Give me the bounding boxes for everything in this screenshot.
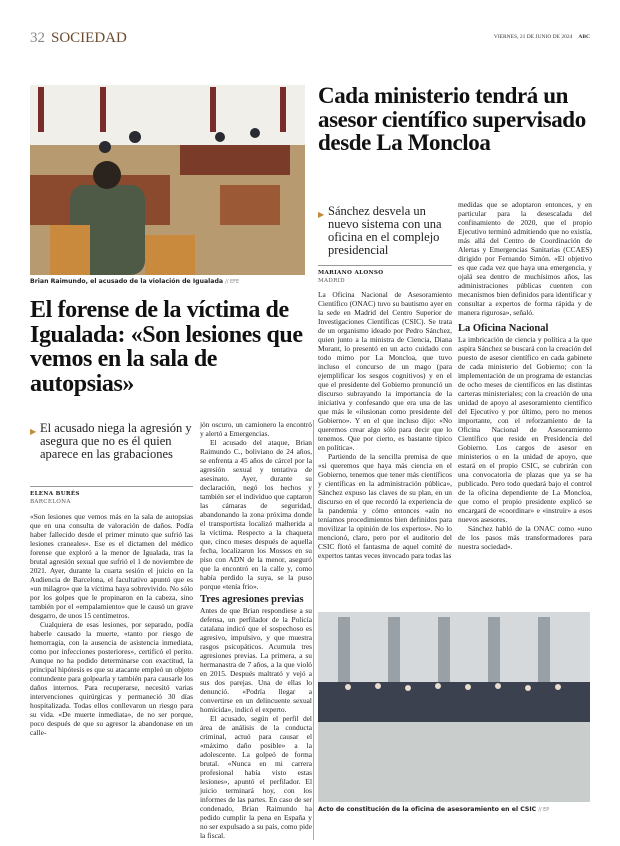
triangle-bullet-icon: ▶ bbox=[30, 427, 37, 436]
brand: ABC bbox=[578, 34, 590, 40]
paragraph: Sánchez habló de la ONAC como «uno de los pasos más transformadores para nuestra sociedad». bbox=[458, 524, 592, 551]
csic-building-illustration bbox=[318, 612, 590, 802]
courtroom-photo bbox=[30, 85, 305, 275]
issue-date bbox=[494, 34, 590, 40]
paragraph: La imbricación de ciencia y política a la que aspira Sánchez se buscará con la creación del puesto de asesor científico en cada gabinete de cada ministerio del Gobierno; con la implementación de un programa de estancias de ocho meses de científicos en las distintas carteras ministeriales; con la creación de una unidad de apoyo al asesoramiento científico del Ejecutivo y por último, pero no menos importante, con el reforzamiento de la Oficina Nacional de Asesoramiento Científico que reside en Presidencia del Gobierno. Los cargos de asesor en ministerios o en la unidad de apoyo, que estará en el propio CSIC, se cubrirán con una convocatoria de plazas que ya se ha publicado. Pero todo quedará bajo el control de la oficina dependiente de La Moncloa, que como el propio presidente explicó se encargará de «coordinar» e «instruir» a esos nuevos asesores. bbox=[458, 335, 592, 524]
subheading: Tres agresiones previas bbox=[200, 594, 304, 605]
byline bbox=[30, 490, 80, 506]
paragraph: Cualquiera de esas lesiones, por separado, podía haberle causado la muerte, «tanto por riesgo de hemorragia, con la ausencia de asistencia inmediata, como por infecciones posteriores», certificó el perito. Aunque no ha podido determinarse con exactitud, la principal hipótesis es que su atacante empleó un objeto contundente para golpearla y también para causarle los daños internos. Para recuperarse, necesitó varias intervenciones quirúrgicas y permaneció 30 días hospitalizada. Todas ellos conllevaron un riesgo para su vida. «De muerte inmediata», de no ser porque, poco después de que su agresor la abandonase en un calle- bbox=[30, 620, 193, 737]
column-divider bbox=[313, 420, 314, 840]
courtroom-illustration bbox=[30, 85, 305, 275]
paragraph: La Oficina Nacional de Asesoramiento Científico (ONAC) tuvo su bautismo ayer en la sede en Madrid del Centro Superior de Investigaciones Científicas (CSIC). Se trata de un organismo ideado por Pedro Sánchez, quien junto a la ministra de Ciencia, Diana Morant, lo presentó en un acto cuidado con todo mimo por La Moncloa, que tuvo incluso el concurso de un mago (para ejemplificar los sesgos cognitivos) y en el que el presidente del Gobierno pronunció un discurso subrayando la importancia de la iniciativa y confesando que era una de las que más le «ilusionan como presidente del Gobierno». Y en el que incluso dijo: «No queremos crear algo sólo para decir que lo tenemos. Que por cierto, es bastante típico en política». bbox=[318, 290, 452, 452]
triangle-bullet-icon: ▶ bbox=[318, 210, 325, 219]
subtitle bbox=[318, 205, 454, 257]
photo-caption bbox=[318, 806, 549, 813]
paragraph: «Son lesiones que vemos más en la sala de autopsias que en una consulta de valoración de daños. Podía haber fallecido desde el primer minuto que sufrió las lesiones craneales». Ese es el dictamen del médico forense que exploró a la menor de Igualada, tras la brutal agresión sexual que sufrió el 1 de noviembre de 2021. Ayer, durante la cuarta sesión el juicio en la Audiencia de Barcelona, el facultativo apuntó que es «un milagro» que la víctima haya sobrevivido. No sólo por los golpes que le propinaron en la cabeza, sino también por el «empalamiento» que le causó un grave desgarro, de unos 15 centímetros. bbox=[30, 512, 193, 620]
date-text: VIERNES, 21 DE JUNIO DE 2024 bbox=[493, 34, 573, 40]
body-column-2 bbox=[458, 200, 592, 551]
caption-text: Acto de constitución de la oficina de asesoramiento en el CSIC bbox=[318, 806, 537, 813]
location: MADRID bbox=[318, 278, 345, 284]
author: MARIANO ALONSO bbox=[318, 270, 384, 276]
divider bbox=[30, 486, 193, 487]
section-header bbox=[30, 30, 127, 47]
paragraph: jón oscuro, un camionero la encontró y alertó a Emergencias. bbox=[200, 420, 312, 438]
paragraph: medidas que se adoptaron entonces, y en particular para la desescalada del confinamiento de 2020, que el propio Ejecutivo terminó admitiendo que no existía, más allá del Centro de Coordinación de Alertas y Emergencias Sanitarias (CCAES) dirigido por Fernando Simón. «El objetivo es que cada vez que haya una emergencia, y ojalá sea dentro de muchísimos años, las administraciones públicas cuenten con mecanismos bien definidos para identificar y consultar a expertos de forma rápida y de manera rigurosa», señaló. bbox=[458, 200, 592, 317]
subtitle bbox=[30, 422, 195, 461]
photo-caption bbox=[30, 278, 239, 285]
subtitle-text: El acusado niega la agresión y asegura que no es él quien aparece en las grabaciones bbox=[40, 421, 192, 461]
section-name: SOCIEDAD bbox=[51, 30, 127, 46]
paragraph: El acusado, según el perfil del área de análisis de la conducta criminal, actuó para causar el «máximo daño posible» a la adolescente. La golpeó de forma brutal. «Nunca en mi carrera profesional había visto estas lesiones», apuntó el perfilador. El juicio terminará hoy, con los informes de las partes. En caso de ser condenado, Brian Raimundo ha pedido cumplir la pena en España y no ser expulsado a su país, como pide la fiscal. bbox=[200, 714, 312, 840]
group-photo bbox=[318, 612, 590, 802]
subheading: La Oficina Nacional bbox=[458, 323, 549, 334]
body-column-2 bbox=[200, 420, 312, 840]
divider bbox=[318, 265, 452, 266]
caption-text: Brian Raimundo, el acusado de la violación de Igualada bbox=[30, 278, 224, 285]
headline: Cada ministerio tendrá un asesor científico supervisado desde La Moncloa bbox=[318, 83, 586, 155]
photo-credit: // EFE bbox=[225, 279, 240, 285]
paragraph: El acusado del ataque, Brian Raimundo C., boliviano de 24 años, se enfrenta a 45 años de cárcel por la agresión sexual y tentativa de asesinato. Ayer, durante su declaración, negó los hechos y también ser el individuo que captaron las cámaras de seguridad, abandonando la zona próxima donde el transportista localizó malherida a la víctima. Respecto a la chaqueta que, cinco meses después de aquella fecha, localizaron los Mossos en su piso con ADN de la menor, aseguró que la encontró en la calle y, como había perdido la suya, se la puso porque «tenía frío». bbox=[200, 438, 312, 591]
paragraph: Antes de que Brian respondiese a su defensa, un perfilador de la Policía catalana indicó que el sospechoso es agresivo, impulsivo, y que muestra rasgos psicopáticos. Acumula tres agresiones previas. La primera, a su hermanastra de 7 años, a la que violó en 2015. Después maltrató y vejó a sus dos parejas. Una de ellas lo denunció. «Podría llegar a convertirse en un delincuente sexual homicida», indicó el experto. bbox=[200, 606, 312, 714]
byline bbox=[318, 269, 383, 285]
headline: El forense de la víctima de Igualada: «Son lesiones que vemos en la sala de autopsias» bbox=[30, 297, 303, 397]
author: ELENA BURÉS bbox=[30, 491, 80, 497]
subtitle-text: Sánchez desvela un nuevo sistema con una oficina en el complejo presidencial bbox=[328, 204, 442, 257]
photo-credit: // EP bbox=[538, 807, 550, 813]
paragraph: Partiendo de la sencilla premisa de que «si queremos que haya más ciencia en el Gobierno, tenemos que tener más científicos y científicas en la administración pública», Sánchez expuso las claves de su plan, en un discurso en el que recordó la experiencia de la pandemia y cómo entonces «aún no teníamos procedimientos bien definidos para movilizar la opinión de los expertos». No lo mencionó, claro, pero por el auditorio del CSIC flotó el fantasma de aquel comité de expertos tantas veces invocado para todas las bbox=[318, 452, 452, 560]
location: BARCELONA bbox=[30, 499, 71, 505]
body-column-1 bbox=[318, 290, 452, 560]
page-number: 32 bbox=[30, 30, 45, 46]
body-column-1 bbox=[30, 512, 193, 737]
